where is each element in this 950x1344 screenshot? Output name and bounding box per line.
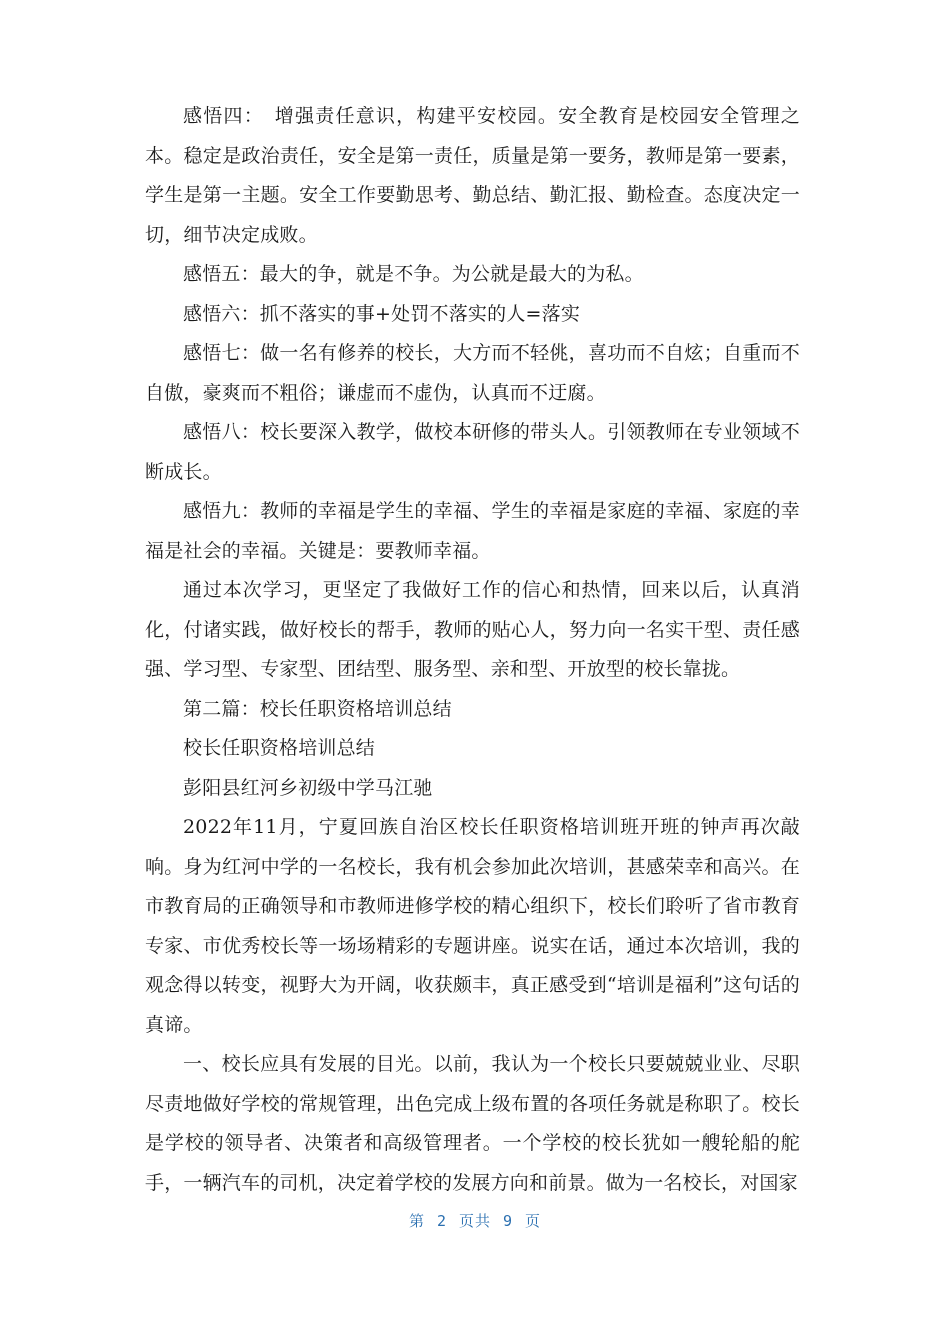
paragraph-conclusion: 通过本次学习，更坚定了我做好工作的信心和热情，回来以后，认真消化，付诸实践，做好校长的帮手，教师的贴心人，努力向一名实干型、责任感强、学习型、专家型、团结型、服务型、亲和型、开放型的校长靠拢。 (145, 579, 800, 680)
paragraph-reflection-8: 感悟八：校长要深入教学，做校本研修的带头人。引领教师在专业领域不断成长。 (145, 421, 800, 483)
document-body (145, 97, 800, 1203)
paragraph-reflection-7: 感悟七：做一名有修养的校长，大方而不轻佻，喜功而不自炫；自重而不自傲，豪爽而不粗俗；谦虚而不虚伪，认真而不迂腐。 (145, 342, 800, 404)
section-heading: 第二篇：校长任职资格培训总结 (183, 697, 452, 720)
footer-prefix: 第 (408, 1212, 425, 1230)
footer-total-pages: 9 (503, 1212, 514, 1230)
paragraph-reflection-5: 感悟五：最大的争，就是不争。为公就是最大的为私。 (183, 263, 644, 285)
footer-middle: 页共 (458, 1212, 491, 1230)
paragraph-reflection-4: 感悟四： 增强责任意识，构建平安校园。安全教育是校园安全管理之本。稳定是政治责任，安全是第一责任，质量是第一要务，教师是第一要素，学生是第一主题。安全工作要勤思考、勤总结、勤汇报、勤检查。态度决定一切，细节决定成败。 (145, 105, 800, 246)
footer-current-page: 2 (436, 1212, 447, 1230)
footer-suffix: 页 (525, 1212, 542, 1230)
article-author: 彭阳县红河乡初级中学马江驰 (183, 776, 433, 799)
page-footer (0, 1210, 950, 1231)
paragraph-intro: 2022年11月，宁夏回族自治区校长任职资格培训班开班的钟声再次敲响。身为红河中学的一名校长，我有机会参加此次培训，甚感荣幸和高兴。在市教育局的正确领导和市教师进修学校的精心组织下，校长们聆听了省市教育专家、市优秀校长等一场场精彩的专题讲座。说实在话，通过本次培训，我的观念得以转变，视野大为开阔，收获颇丰，真正感受到“培训是福利”这句话的真谛。 (145, 816, 800, 1036)
paragraph-reflection-9: 感悟九：教师的幸福是学生的幸福、学生的幸福是家庭的幸福、家庭的幸福是社会的幸福。关键是：要教师幸福。 (145, 500, 800, 562)
paragraph-point-1: 一、校长应具有发展的目光。以前，我认为一个校长只要兢兢业业、尽职尽责地做好学校的常规管理，出色完成上级布置的各项任务就是称职了。校长是学校的领导者、决策者和高级管理者。一个学校的校长犹如一艘轮船的舵手，一辆汽车的司机，决定着学校的发展方向和前景。做为一名校长，对国家 (145, 1053, 800, 1194)
paragraph-reflection-6: 感悟六：抓不落实的事+处罚不落实的人=落实 (183, 302, 581, 325)
article-title: 校长任职资格培训总结 (183, 737, 376, 759)
